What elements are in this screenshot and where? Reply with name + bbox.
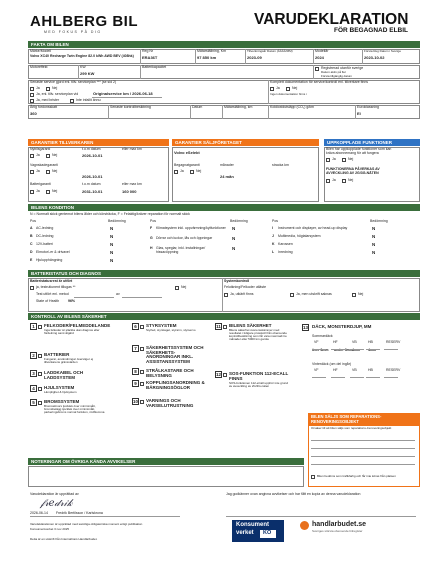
footer-note-1: Varudeklarationen är upprättad med samtliga obligatoriska moment enligt publikation [30, 522, 143, 526]
brand-tagline: MED FOKUS PÅ DIG [44, 30, 102, 34]
check-checkbox[interactable] [140, 325, 144, 329]
notes-box [28, 466, 304, 487]
connected-yes-checkbox[interactable] [326, 158, 330, 162]
check-number: 11 [216, 324, 221, 329]
check-checkbox[interactable] [38, 372, 42, 376]
check-number: 12 [216, 372, 222, 377]
begag-no-checkbox[interactable] [190, 170, 194, 174]
control-yes-label: Ja, utkärlt finns [230, 292, 254, 296]
soh-value: 96% [68, 299, 76, 303]
check-title: SÄKERHETSSYSTEM OCH SÄKERHETS-ANORDNINGAR INKL. ASSISTANSSYSTEM [146, 345, 204, 365]
tire-depth-2: 4mm [368, 348, 377, 352]
section-notes: NOTERINGAR OM ÖVRIGA KÄNDA AVVIKELSER [28, 458, 304, 465]
paint-yes-checkbox[interactable] [30, 170, 34, 174]
check-checkbox[interactable] [38, 401, 42, 405]
winter-tire-col: VB [352, 368, 357, 372]
service-plan-value: Originalservice km / 2026-06-18 [93, 91, 153, 96]
check-title: FELKODER/FELMEDDELANDE [44, 323, 111, 328]
euro-label: Euroklassning [357, 105, 379, 109]
check-description: Inga felkoder är släckta utan diagnos eller fördelning samt åtgärd [44, 328, 100, 336]
kw-label: KW [80, 65, 86, 69]
mileage-label: Mätarställning, Km [197, 49, 226, 53]
winter-tire-col-line [384, 377, 398, 378]
check-number: 10 [133, 399, 139, 404]
new-car-yes-label: Ja [36, 153, 40, 157]
condition-item-rating[interactable]: N [110, 250, 114, 255]
check-description: Bilens säkerhet överensstämmer med resultatet i tidigare protokoll från oberoende kontrollbesiktning som får vara maximalt tre månader eller 5000 km gamla [229, 328, 287, 342]
section-safety-control: KONTROLL AV BILENS SÄKERHET [28, 313, 420, 320]
summer-tire-col: VB [352, 340, 357, 344]
inspection-mileage-label: Mätarställning, km [224, 105, 253, 109]
condition-item-rating[interactable]: N [110, 234, 114, 239]
signature-name: Fredrik Bertilsson / Karlskrona [56, 511, 103, 515]
condition-item-rating[interactable]: N [110, 242, 114, 247]
first-reg-label: Tillverkningsår Datum (ÅÅÅÅ/MM) [247, 49, 293, 53]
winter-tire-col: HF [333, 368, 338, 372]
condition-item-rating[interactable]: N [110, 226, 114, 231]
section-manufacturer-warranty: GARANTIER TILLVERKAREN [28, 139, 169, 146]
battery-test-yes-checkbox[interactable] [30, 286, 34, 290]
battery-cap-label: Batterikapacitet [142, 65, 167, 69]
new-car-no-label: Nej [52, 153, 58, 157]
new-car-yes-checkbox[interactable] [30, 154, 34, 158]
service-yes-label: Ja [36, 86, 40, 90]
condition-item-name: Glas, speglar, inkl. installningar/ hissacöppning [156, 246, 206, 254]
pos-header-3: Pos [272, 219, 279, 223]
new-car-date: 2026-10-01 [82, 153, 103, 158]
reg-abroad-checkbox[interactable] [315, 67, 319, 71]
battery-max-km-label: eller max km [122, 182, 142, 186]
check-description: SOS-funktionen 112-eCall upphör inte grund av avveckling av 2G/3G-näten [229, 381, 288, 389]
check-number: 2 [30, 352, 37, 359]
last-inspection-label: Senaste kontrollbesiktning [110, 105, 151, 109]
check-checkbox[interactable] [223, 325, 227, 329]
battery-warranty-yes-checkbox[interactable] [30, 190, 34, 194]
condition-item-code: B [30, 234, 33, 238]
check-number: 1 [30, 323, 37, 330]
condition-item-name: Inredning [278, 250, 293, 254]
check-number: 4 [30, 385, 37, 392]
begag-no-label: Nej [196, 169, 202, 173]
condition-legend: N = Normalt skick gentemot bilens ålder och körsträcka, F = Felaktig/kräver reparation för normalt skick [30, 212, 190, 216]
control-yes-checkbox[interactable] [224, 293, 228, 297]
begag-yes-checkbox[interactable] [174, 170, 178, 174]
brand-value: Volvo XC40 Recharge Twin Engine 82.0 kWh AWD BEV (408hk) [30, 54, 134, 58]
battery-test-no-checkbox[interactable] [175, 286, 179, 290]
tire-over-label: över 3mm [312, 348, 329, 352]
condition-item-rating[interactable]: N [372, 242, 376, 247]
first-reg-value: 2023-09 [247, 55, 262, 60]
paint-no-label: Nej [52, 169, 58, 173]
repair-question: Orsaker till att bilen säljs som reparations-/renoveringsobjekt [311, 426, 392, 430]
reg-abroad-note: Datum aktiv på fler [321, 70, 347, 74]
reg-abroad-label: Registrerad utanför sverige [321, 66, 364, 70]
begag-yes-label: Ja [180, 169, 184, 173]
battery-test-yes-label: ja, testrutiunent tillugas ** [36, 285, 76, 289]
inspection-date-label: Datum [192, 105, 203, 109]
docs-note: Ingen dokumentation finns i [270, 92, 307, 96]
check-description: Fungerar, användningar överstiger ej tillverkarens gränsvärden [44, 357, 94, 365]
summer-tire-col-line [350, 349, 364, 350]
handlarbudet-logo: handlarbudet.se [312, 521, 367, 528]
co2-label: Koldioxidutsläpp (CO₂) g/km [270, 105, 314, 109]
check-title: STYRSYSTEM [146, 323, 177, 328]
check-title: STRÅLKASTARE OCH BELYSNING [146, 368, 194, 378]
control-yes2-checkbox[interactable] [290, 293, 294, 297]
control-no-checkbox[interactable] [352, 293, 356, 297]
seller-warranty-name: Volvo eSelekt [174, 150, 200, 155]
brand-logo: AHLBERG BIL [30, 13, 138, 30]
condition-item-code: I [272, 226, 273, 230]
docs-no-label: Nej [292, 86, 298, 90]
winter-tire-col-line [312, 377, 326, 378]
check-title: BATTERIER [44, 352, 70, 357]
check-description: Styrled, styrstaget, styrarm, styrservo [146, 328, 196, 332]
reg-label: Reg Nr [142, 49, 154, 53]
check-title: LADDKABEL OCH LADDSYSTEM [44, 370, 84, 380]
condition-item-code: K [272, 242, 275, 246]
konsumentverket-logo-line3: KO [263, 530, 272, 536]
condition-item-name: Multimedia, högtalarsystem [278, 234, 321, 238]
condition-item-name: Dörrar och luckor, lås och öppningar [156, 236, 213, 240]
summer-tire-col-line [312, 349, 326, 350]
service-defects-checkbox[interactable] [30, 99, 34, 103]
condition-item-name: Klimatsystem inkl. uppvärmning/kylfunktioner [156, 226, 226, 230]
to-date-label: t.o.m datum [82, 147, 101, 151]
buyer-approval-label: Jag godkänner ovan angivna avvikelser och har fått en kopia av denna varudeklaration [226, 492, 361, 496]
check-number: 5 [30, 399, 37, 406]
connected-no-checkbox[interactable] [342, 158, 346, 162]
months-label: månader [220, 163, 234, 167]
section-condition: BILENS KONDITION [28, 204, 420, 211]
check-title: VARNINGS OCH VARSELUTRUSTNING [146, 398, 194, 408]
section-repair-object: BILEN SÄLJS SOM REPARATIONS-RENOVERINGSOBJEKT [308, 413, 420, 425]
winter-tire-col-line [350, 377, 364, 378]
network-yes-checkbox[interactable] [326, 179, 330, 183]
condition-item-rating[interactable]: N [232, 246, 236, 251]
section-connected-functions: UPPKOPPLADE FUNKTIONER [324, 139, 420, 146]
konsumentverket-logo-line2: verket [236, 530, 254, 536]
begag-warranty-label: Begagnatgaranti [174, 163, 200, 167]
begag-months-value: 24 mån [220, 174, 234, 179]
page-title: VARUDEKLARATION [254, 11, 409, 28]
condition-item-code: H [150, 246, 153, 250]
condition-item-code: D [30, 250, 33, 254]
docs-yes-label: Ja [276, 86, 280, 90]
summer-tire-col: RESERV [386, 340, 401, 344]
check-checkbox[interactable] [38, 325, 42, 329]
condition-item-rating[interactable]: N [110, 258, 114, 263]
paint-no-checkbox[interactable] [46, 170, 50, 174]
battery-warranty-no-label: Nej [52, 189, 58, 193]
check-title: SOS-FUNKTION 112-ECALL FINNS [229, 371, 289, 381]
system-control-label: Systemkontroll [224, 279, 250, 283]
service-plan-label: Ja, enl. tillv. serviceplan vid [36, 92, 79, 96]
tax-value: 360 [30, 111, 37, 116]
network-no-checkbox[interactable] [342, 179, 346, 183]
battery-to-date-label: t.o.m datum [82, 182, 101, 186]
tires-number: 13 [303, 325, 309, 330]
battery-status-label: Batteristatusrest är utfört [30, 279, 73, 283]
battery-warranty-date: 2031-10-01 [82, 189, 103, 194]
condition-item-name: AC-ledning [36, 226, 54, 230]
handlarbudet-icon [300, 521, 309, 530]
connected-no-label: Nej [348, 157, 354, 161]
brand-label: Märke/Modell [30, 49, 52, 53]
section-seller-warranty: GARANTIER SÄLJFÖRETAGET [172, 139, 319, 146]
check-checkbox[interactable] [223, 373, 227, 377]
connected-yes-label: Ja [332, 157, 336, 161]
mileage-value: 97 850 km [197, 55, 217, 60]
condition-item-name: Hjulupphängning [36, 258, 63, 262]
condition-item-code: G [150, 236, 153, 240]
condition-item-code: C [30, 242, 33, 246]
check-description: Bromsskivors tjocklek över minimimått, bromsbelägg tjocklek över minimimått, parkeringsbroms normal funktion, rödblomma [44, 404, 105, 415]
inspection-label: Första Reg Datum i Sverige [364, 49, 402, 53]
condition-item-code: E [30, 258, 33, 262]
model-value: 2024 [315, 55, 324, 60]
tires-title: DÄCK, MONSTERDJUP, MM [312, 324, 372, 329]
condition-item-name: 12V-batteri [36, 242, 53, 246]
condition-item-rating[interactable]: N [372, 226, 376, 231]
konsumentverket-logo-line1: Konsument [236, 522, 269, 528]
service-not-due-checkbox[interactable] [70, 99, 74, 103]
service-not-due-label: Inte infallit ännu [76, 98, 101, 102]
check-checkbox[interactable] [38, 354, 42, 358]
check-title: KOPPLINGSANORDNING & BÄRGNINGSÖGLOR [146, 380, 205, 390]
summer-tire-col: HF [333, 340, 338, 344]
condition-item-code: J [272, 234, 274, 238]
condition-item-rating[interactable]: N [372, 250, 376, 255]
test-by-label: av [116, 292, 120, 296]
check-checkbox[interactable] [140, 347, 144, 351]
control-yes2-label: Ja, men utskrift saknas [296, 292, 332, 296]
section-vehicle-facts: FAKTA OM BILEN [28, 41, 420, 48]
winter-tire-col: VF [314, 368, 319, 372]
seller-signature: 𝒻𝓇𝑒𝒹𝓇𝒾𝓀 [40, 498, 73, 509]
model-label: Modellår [315, 49, 329, 53]
service-label: Senaste service gjord enl. tillv. serviceplan *** (se sid 2) [30, 80, 117, 84]
check-number: 3 [30, 370, 37, 377]
battery-warranty-no-checkbox[interactable] [46, 190, 50, 194]
reg-abroad-note2: Första tillgänglig datum [321, 74, 353, 78]
docs-yes-checkbox[interactable] [270, 87, 274, 91]
footer-note-2: Konsumentverket 3 nov 2025 [30, 527, 70, 531]
soh-label: State of Health [36, 299, 60, 303]
condition-item-name: DC-ledning [36, 234, 54, 238]
summer-tire-col-line [384, 349, 398, 350]
prepared-by-label: Varudeklaration är upprättad av [30, 492, 79, 496]
battery-warranty-yes-label: Ja [36, 189, 40, 193]
inspection-value: 2023-10-02 [364, 55, 385, 60]
page-subtitle: FÖR BEGAGNAD ELBIL [334, 27, 409, 34]
condition-item-rating[interactable]: N [232, 236, 236, 241]
winter-tire-col: RESERV [386, 368, 401, 372]
service-yes-checkbox[interactable] [30, 87, 34, 91]
condition-item-name: Elmotor/-er & drivaxel [36, 250, 70, 254]
winter-tires-label: Vinterdäck (om del ingår) [312, 362, 352, 366]
pos-header-2: Pos [150, 219, 157, 223]
condition-item-code: F [150, 226, 153, 230]
reg-value: ERA36T [142, 55, 158, 60]
check-number: 6 [132, 323, 139, 330]
condition-item-name: Karossen [278, 242, 293, 246]
summer-tire-col-line [366, 349, 380, 350]
seller-max-km-label: stracka km [272, 163, 289, 167]
tire-under-label: under 3mm [334, 348, 353, 352]
paint-date: 2026-10-01 [82, 174, 103, 179]
traffic-danger-checkbox[interactable] [311, 475, 315, 479]
connected-q2: FUNKTIONERNA PÅVERKAS AV [326, 167, 380, 171]
winter-tire-col-line [331, 377, 345, 378]
battery-warranty-km: 160 000 [122, 189, 137, 194]
service-no-label: Nej [52, 86, 58, 90]
condition-item-code: A [30, 226, 33, 230]
docs-no-checkbox[interactable] [286, 87, 290, 91]
check-title: BROMSSYSTEM [44, 399, 80, 404]
condition-item-code: L [272, 250, 275, 254]
service-defects-label: Ja, med brister [36, 98, 60, 102]
summer-tire-col-line [331, 349, 345, 350]
check-checkbox[interactable] [140, 382, 144, 386]
battery-warranty-label: Batterigaranti [30, 182, 51, 186]
rating-header-2: Bedömning [230, 219, 248, 223]
konsumentverket-logo [232, 520, 284, 542]
handlarbudet-tagline: Sveriges största oberoende bilregister [312, 529, 363, 533]
check-number: 9 [132, 380, 139, 387]
paint-warranty-label: Vagnskadegaranti [30, 163, 58, 167]
summer-tire-col: HB [368, 340, 373, 344]
max-km-label: eller max km [122, 147, 142, 151]
test-method-label: Test utfört enl. metod [36, 292, 69, 296]
check-checkbox[interactable] [38, 387, 42, 391]
check-checkbox[interactable] [140, 370, 144, 374]
check-description: Lämplighet & hjulsystem [44, 390, 77, 394]
network-no-label: Nej [348, 178, 354, 182]
system-control-question: Felutkning/Felkoder utläste [224, 285, 267, 289]
connected-q1: Bilen har uppkopplade funktioner som kan [326, 147, 392, 151]
winter-tire-col: HB [368, 368, 373, 372]
footer-note-3: Detta är en utskrift från InternalCars Handlarbudet. [30, 537, 98, 541]
check-title: HJULSYSTEM [44, 385, 75, 390]
section-battery-status: BATTERISTATUS OCH DIAGNOS [28, 270, 420, 277]
new-car-no-checkbox[interactable] [46, 154, 50, 158]
power-label: Motoreffekt [30, 65, 48, 69]
docs-label: Komplett dokumentation för service/kontroll enl. tillverkare finns [270, 80, 369, 84]
tax-label: Årlig fordonsskatt [30, 105, 58, 109]
check-number: 8 [132, 368, 139, 375]
kw-value: 299 KW [80, 71, 95, 76]
tire-depth-1: 4mm [352, 348, 361, 352]
check-title: BILENS SÄKERHET [229, 323, 272, 328]
new-car-warranty-label: Nybilsgaranti [30, 147, 51, 151]
rating-header-1: Bedömning [108, 219, 126, 223]
service-plan-checkbox[interactable] [30, 93, 34, 97]
euro-value: El [357, 111, 361, 116]
condition-item-rating[interactable]: N [232, 226, 236, 231]
battery-test-no-label: Nej [181, 285, 187, 289]
pos-header-1: Pos [30, 219, 37, 223]
connected-q1b: kräva abonnemang för att fungera [326, 151, 379, 155]
winter-tire-col-line [366, 377, 380, 378]
control-no-label: Nej [358, 292, 364, 296]
condition-item-name: Instrument och displayer, av head-up display [278, 226, 348, 230]
signature-date: 2026-06-14 [30, 511, 48, 515]
condition-item-rating[interactable]: N [372, 234, 376, 239]
traffic-danger-label: Bilen bedöms som trafikfarlig och får inte köras från platsen [317, 474, 396, 478]
check-checkbox[interactable] [140, 400, 144, 404]
connected-q2b: AVVECKLING AV 2G/3G-NÄTEN [326, 171, 379, 175]
service-no-checkbox[interactable] [46, 87, 50, 91]
check-number: 7 [132, 345, 139, 352]
seller-warranty-box [172, 147, 319, 202]
summer-tire-col: VF [314, 340, 319, 344]
summer-tires-label: Sommardäck [312, 334, 333, 338]
rating-header-3: Bedömning [370, 219, 388, 223]
paint-yes-label: Ja [36, 169, 40, 173]
network-yes-label: Ja [332, 178, 336, 182]
